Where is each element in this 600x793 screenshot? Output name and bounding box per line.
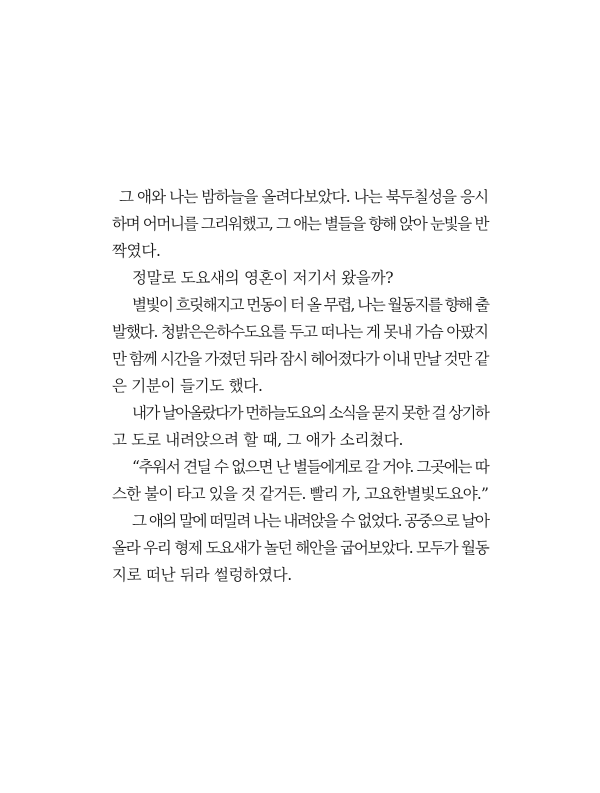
text-line: 지로 떠난 뒤라 썰렁하였다.: [112, 566, 292, 584]
text-line: 짝였다.: [112, 242, 161, 260]
text-line: 정말로 도요새의 영혼이 저기서 왔을까?: [132, 269, 394, 287]
text-line: 하며 어머니를 그리워했고, 그 애는 별들을 향해 앉아 눈빛을 반: [112, 215, 489, 233]
text-line: 올라 우리 형제 도요새가 놀던 해안을 굽어보았다. 모두가 월동: [112, 539, 489, 557]
text-line: “추워서 견딜 수 없으면 난 별들에게로 갈 거야. 그곳에는 따: [132, 458, 489, 476]
text-line: 고 도로 내려앉으려 할 때, 그 애가 소리쳤다.: [112, 431, 404, 449]
body-text: [112, 184, 488, 589]
text-line: 만 함께 시간을 가졌던 뒤라 잠시 헤어졌다가 이내 만날 것만 같: [112, 350, 489, 368]
text-line: 별빛이 흐릿해지고 먼동이 터 올 무렵, 나는 월동지를 향해 출: [132, 296, 489, 314]
text-line: 은 기분이 들기도 했다.: [112, 377, 263, 395]
text-line: 스한 불이 타고 있을 것 같거든. 빨리 가, 고요한별빛도요야.”: [112, 485, 489, 503]
text-line: 발했다. 청밝은은하수도요를 두고 떠나는 게 못내 가슴 아팠지: [112, 323, 488, 341]
text-line: 그 애와 나는 밤하늘을 올려다보았다. 나는 북두칠성을 응시: [119, 188, 489, 206]
text-line: 내가 날아올랐다가 먼하늘도요의 소식을 묻지 못한 걸 상기하: [132, 404, 489, 422]
text-line: 그 애의 말에 떠밀려 나는 내려앉을 수 없었다. 공중으로 날아: [132, 512, 489, 530]
